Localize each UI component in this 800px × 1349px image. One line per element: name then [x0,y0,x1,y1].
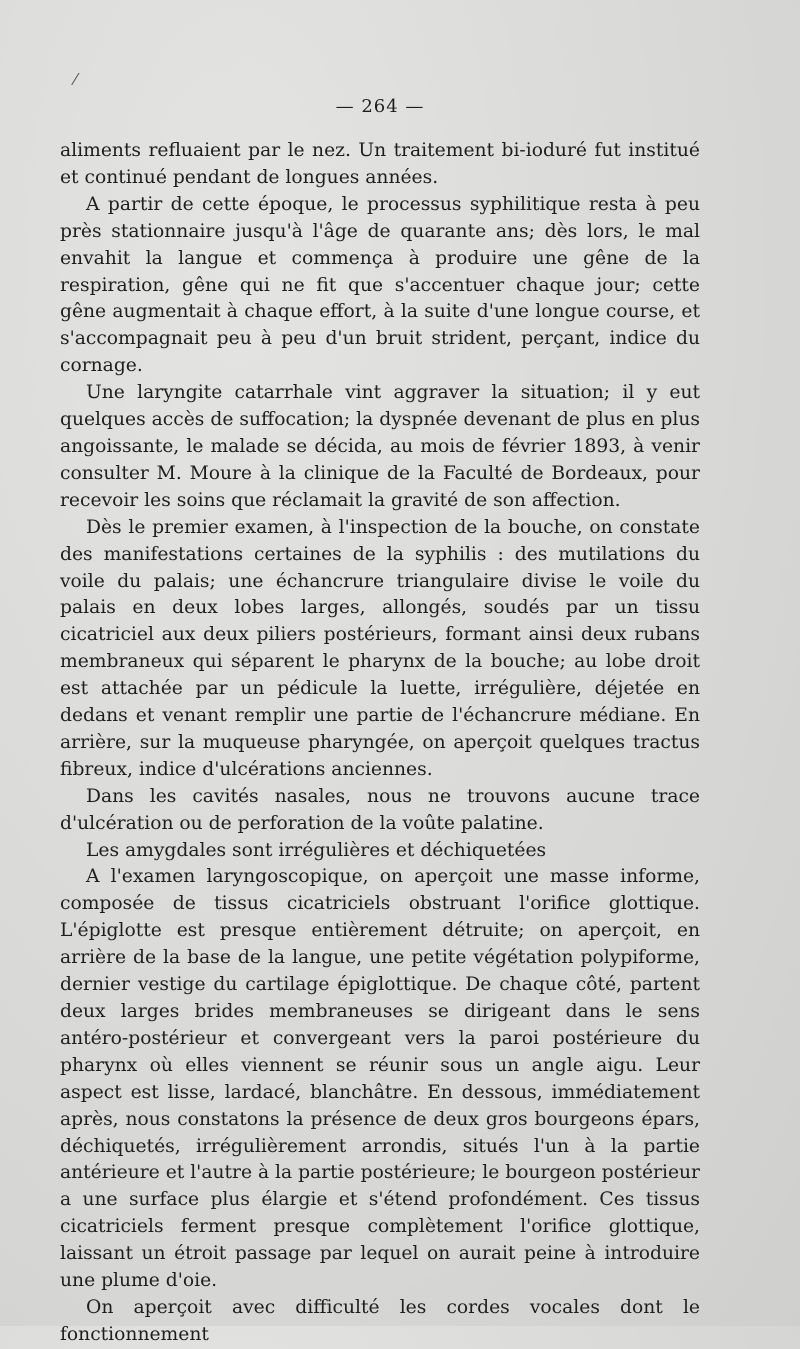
paragraph-3: Une laryngite catarrhale vint aggraver la situation; il y eut quelques accès de suffocation; la dyspnée devenant de plus en plus angoissante, le malade se décida, au mois de février 1893, à venir consulter M. Moure à la clinique de la Faculté de Bordeaux, pour recevoir les soins que réclamait la gravité de son affection. [60,382,700,511]
paragraph-8: On aperçoit avec difficulté les cordes vocales dont le fonctionnement [60,1296,700,1345]
body-text [60,138,700,1349]
page-number: — 264 — [335,96,425,117]
paragraph-7: A l'examen laryngoscopique, on aperçoit une masse informe, composée de tissus cicatriciels obstruant l'orifice glottique. L'épiglotte est presque entièrement détruite; on aperçoit, en arrière de la base de la langue, une petite végétation polypiforme, dernier vestige du cartilage épiglottique. De chaque côté, partent deux larges brides membraneuses se dirigeant dans le sens antéro-postérieur et convergeant vers la paroi postérieure du pharynx où elles viennent se réunir sous un angle aigu. Leur aspect est lisse, lardacé, blanchâtre. En dessous, immédiatement après, nous constatons la présence de deux gros bourgeons épars, déchiquetés, irrégulièrement arrondis, situés l'un à la partie antérieure et l'autre à la partie postérieure; le bourgeon postérieur a une surface plus élargie et s'étend profondément. Ces tissus cicatriciels ferment presque complètement l'orifice glottique, laissant un étroit passage par lequel on aurait peine à introduire une plume d'oie. [60,866,700,1292]
paragraph-2: A partir de cette époque, le processus syphilitique resta à peu près stationnaire jusqu'à l'âge de quarante ans; dès lors, le mal envahit la langue et commença à produire une gêne de la respiration, gêne qui ne fit que s'accentuer chaque jour; cette gêne augmentait à chaque effort, à la suite d'une longue course, et s'accompagnait peu à peu d'un bruit strident, perçant, indice du cornage. [60,193,700,377]
paragraph-1: aliments refluaient par le nez. Un traitement bi-ioduré fut institué et continué pendant de longues années. [60,140,700,188]
paragraph-6: Les amygdales sont irrégulières et déchiquetées [86,839,547,861]
paragraph-5: Dans les cavités nasales, nous ne trouvons aucune trace d'ulcération ou de perforation de la voûte palatine. [60,785,700,834]
paragraph-4: Dès le premier examen, à l'inspection de la bouche, on constate des manifestations certaines de la syphilis : des mutilations du voile du palais; une échancrure triangulaire divise le voile du palais en deux lobes larges, allongés, soudés par un tissu cicatriciel aux deux piliers postérieurs, formant ainsi deux rubans membraneux qui séparent le pharynx de la bouche; au lobe droit est attachée par un pédicule la luette, irrégulière, déjetée en dedans et venant remplir une partie de l'échancrure médiane. En arrière, sur la muqueuse pharyngée, on aperçoit quelques tractus fibreux, indice d'ulcérations anciennes. [60,516,700,780]
stray-pencil-mark: ⁄ [74,70,77,89]
